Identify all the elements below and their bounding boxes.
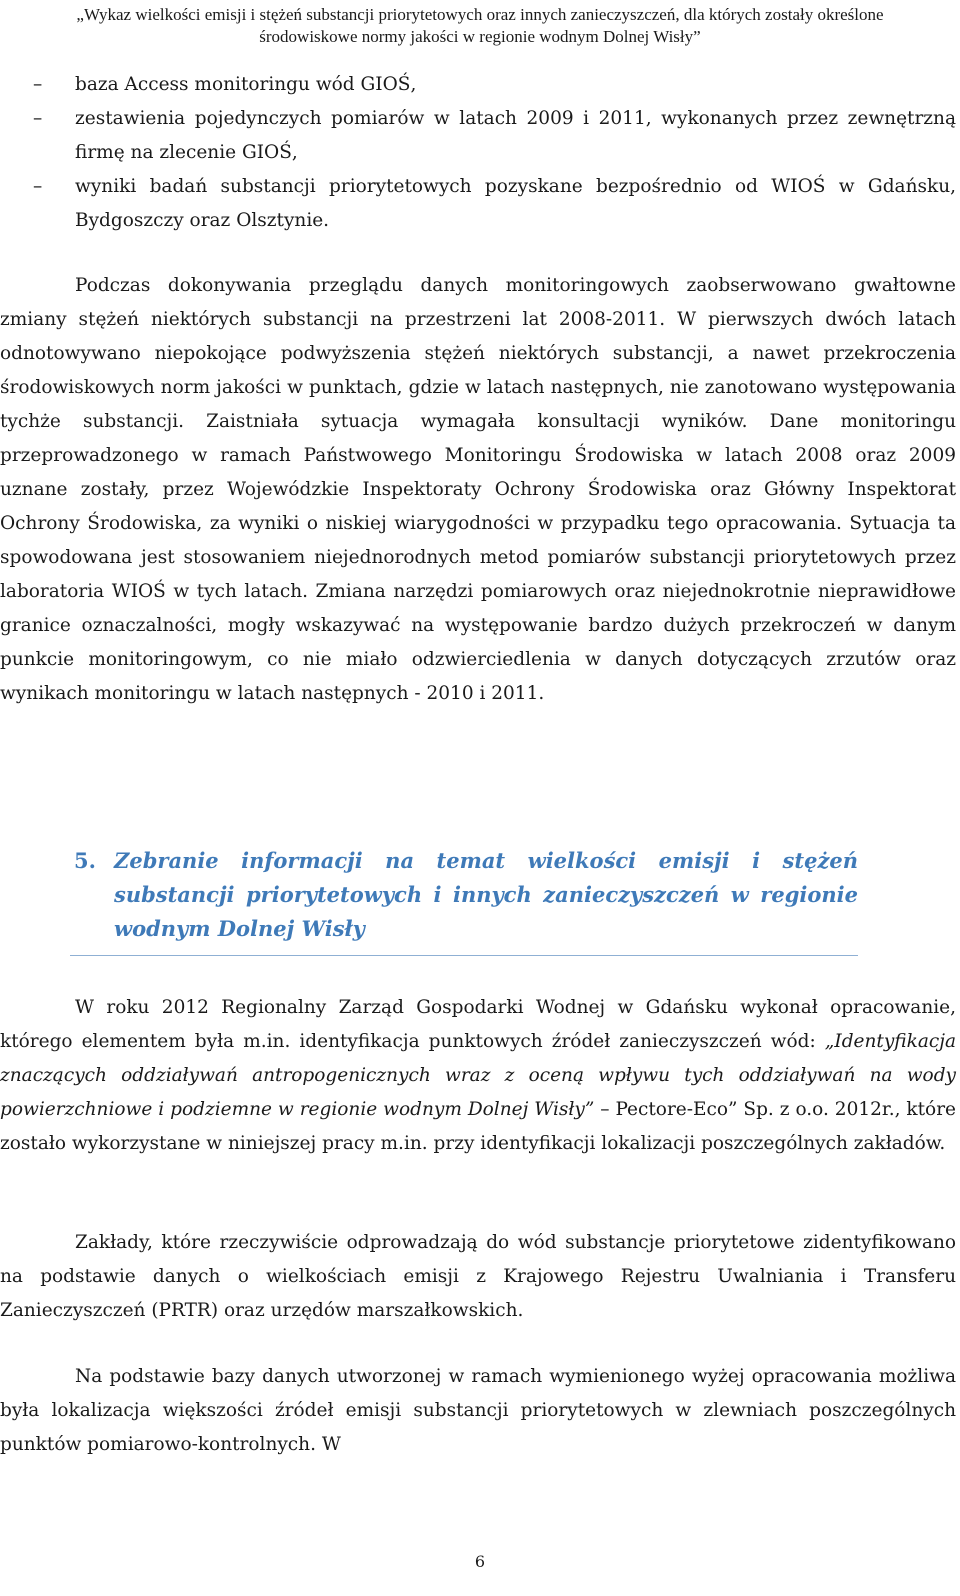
dash-bullet: – — [33, 108, 43, 129]
running-header-line-2: środowiskowe normy jakości w regionie wodnym Dolnej Wisły” — [259, 27, 701, 46]
section-number: 5. — [74, 848, 96, 873]
list-item-text: baza Access monitoringu wód GIOŚ, — [75, 74, 417, 95]
paragraph-text: Zakłady, które rzeczywiście odprowadzają do wód substancje priorytetowe zidentyfikowano na podstawie danych o wielkościach emisji z Krajowego Rejestru Uwalniania i Transferu Zanieczyszczeń (PRTR) oraz urzędów marszałkowskich. — [0, 1232, 956, 1321]
list-item — [0, 68, 956, 102]
list-item-text: wyniki badań substancji priorytetowych pozyskane bezpośrednio od WIOŚ w Gdańsku, Bydgoszczy oraz Olsztynie. — [75, 176, 956, 231]
section-title: Zebranie informacji na temat wielkości emisji i stężeń substancji priorytetowych i innych zanieczyszczeń w regionie wodnym Dolnej Wisły — [114, 848, 858, 941]
section-heading — [74, 844, 858, 946]
list-item — [0, 102, 956, 170]
paragraph-text: Na podstawie bazy danych utworzonej w ramach wymienionego wyżej opracowania możliwa była lokalizacja większości źródeł emisji substancji priorytetowych w zlewniach poszczególnych punktów pomiarowo-kontrolnych. W — [0, 1366, 956, 1455]
paragraph-database — [0, 1360, 956, 1462]
heading-divider — [70, 955, 858, 956]
paragraph-text: Podczas dokonywania przeglądu danych monitoringowych zaobserwowano gwałtowne zmiany stężeń niektórych substancji na przestrzeni lat 2008-2011. W pierwszych dwóch latach odnotowywano niepokojące podwyższenia stężeń niektórych substancji, a nawet przekroczenia środowiskowych norm jakości w punktach, gdzie w latach następnych, nie zanotowano występowania tychże substancji. Zaistniała sytuacja wymagała konsultacji wyników. Dane monitoringu przeprowadzonego w ramach Państwowego Monitoringu Środowiska w latach 2008 oraz 2009 uznane zostały, przez Wojewódzkie Inspektoraty Ochrony Środowiska oraz Główny Inspektorat Ochrony Środowiska, za wyniki o niskiej wiarygodności w przypadku tego opracowania. Sytuacja ta spowodowana jest stosowaniem niejednorodnych metod pomiarów substancji priorytetowych przez laboratoria WIOŚ w tych latach. Zmiana narzędzi pomiarowych oraz niejednokrotnie nieprawidłowe granice oznaczalności, mogły wskazywać na występowanie bardzo dużych przekroczeń w danym punkcie monitoringowym, co nie miało odzwierciedlenia w danych dotyczących zrzutów oraz wynikach monitoringu w latach następnych - 2010 i 2011. — [0, 275, 956, 704]
dash-bullet: – — [33, 176, 43, 197]
running-header-line-1: „Wykaz wielkości emisji i stężeń substancji priorytetowych oraz innych zanieczyszczeń, dla których zostały określone — [76, 5, 884, 24]
running-header — [0, 4, 960, 48]
list-item — [0, 170, 956, 238]
paragraph-text: W roku 2012 Regionalny Zarząd Gospodarki Wodnej w Gdańsku wykonał opracowanie, którego elementem była m.in. identyfikacja punktowych źródeł zanieczyszczeń wód: — [0, 997, 956, 1052]
study-title: „Identyfikacja znaczących oddziaływań antropogenicznych wraz z oceną wpływu tych oddziaływań na wody powierzchniowe i podziemne w regionie wodnym Dolnej Wisły” — [0, 1031, 956, 1120]
paragraph-text: – Pectore-Eco” Sp. z o.o. 2012r., które zostało wykorzystane w niniejszej pracy m.in. przy identyfikacji lokalizacji poszczególnych zakładów. — [0, 1099, 956, 1154]
dash-bullet: – — [33, 74, 43, 95]
list-item-text: zestawienia pojedynczych pomiarów w latach 2009 i 2011, wykonanych przez zewnętrzną firmę na zlecenie GIOŚ, — [75, 108, 956, 163]
paragraph-data-review — [0, 269, 956, 711]
paragraph-rzgw-study — [0, 991, 956, 1161]
paragraph-facilities — [0, 1226, 956, 1328]
page-number: 6 — [474, 1552, 486, 1571]
source-list — [0, 68, 956, 238]
